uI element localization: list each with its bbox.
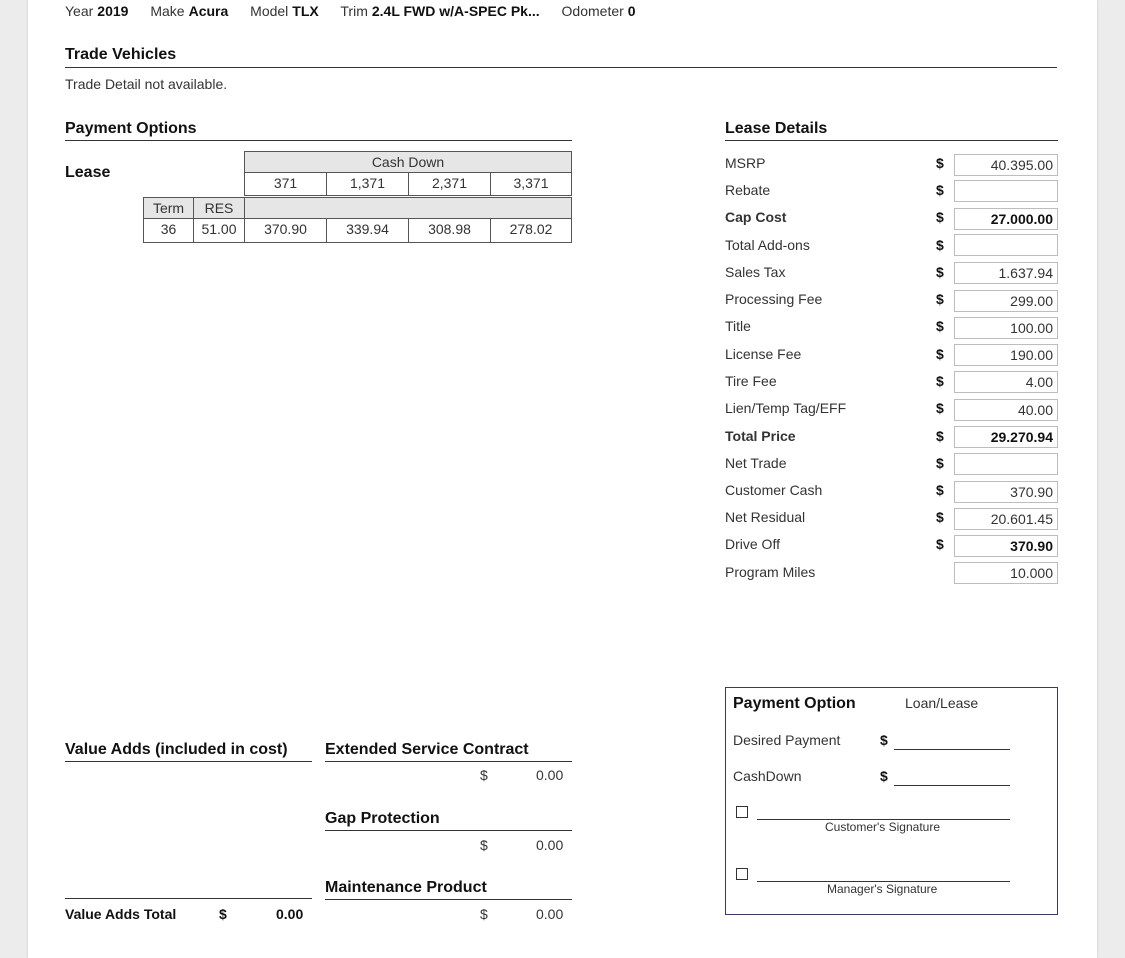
cash-down-value-1: 371 (244, 172, 327, 196)
year-value: 2019 (97, 3, 129, 19)
product-currency: $ (480, 837, 488, 853)
lease-details-rule (725, 140, 1058, 141)
payment-option-type: Loan/Lease (905, 695, 979, 711)
payment-value-2: 339.94 (326, 218, 409, 243)
ld-label-sales-tax: Sales Tax (725, 264, 786, 280)
trade-vehicles-rule (65, 67, 1057, 68)
product-value: 0.00 (536, 767, 564, 783)
product-currency: $ (480, 767, 488, 783)
product-rule (325, 899, 572, 900)
ld-dollar-lien-temp-tag: $ (936, 400, 944, 416)
term-header: Term (143, 197, 194, 219)
ld-value-total-addons (954, 234, 1058, 256)
ld-label-program-miles: Program Miles (725, 564, 816, 580)
ld-value-tire-fee: 4.00 (954, 371, 1058, 393)
payment-options-title: Payment Options (65, 120, 197, 137)
payment-option-title: Payment Option (733, 695, 856, 712)
payments-header-blank (244, 197, 572, 219)
ld-label-customer-cash: Customer Cash (725, 482, 823, 498)
ld-label-net-residual: Net Residual (725, 509, 806, 525)
ld-dollar-processing-fee: $ (936, 291, 944, 307)
desired-payment-input[interactable] (894, 749, 1010, 750)
lease-details-title: Lease Details (725, 120, 828, 137)
term-value: 36 (143, 218, 194, 243)
ld-dollar-license-fee: $ (936, 346, 944, 362)
ld-value-drive-off: 370.90 (954, 535, 1058, 557)
manager-checkbox[interactable] (736, 868, 748, 880)
ld-value-lien-temp-tag: 40.00 (954, 399, 1058, 421)
product-currency: $ (480, 906, 488, 922)
product-title: Gap Protection (325, 810, 440, 827)
desired-payment-label: Desired Payment (733, 732, 841, 748)
ld-dollar-msrp: $ (936, 155, 944, 171)
payment-value-4: 278.02 (490, 218, 572, 243)
make-label: Make (150, 3, 185, 19)
ld-value-license-fee: 190.00 (954, 344, 1058, 366)
payment-value-1: 370.90 (244, 218, 327, 243)
ld-label-processing-fee: Processing Fee (725, 291, 823, 307)
ld-value-sales-tax: 1.637.94 (954, 262, 1058, 284)
cash-down-header: Cash Down (244, 151, 572, 173)
ld-value-customer-cash: 370.90 (954, 481, 1058, 503)
ld-value-net-residual: 20.601.45 (954, 508, 1058, 530)
manager-signature-label: Manager's Signature (827, 882, 938, 896)
product-value: 0.00 (536, 906, 564, 922)
ld-dollar-net-trade: $ (936, 455, 944, 471)
product-rule (325, 830, 572, 831)
value-adds-total-value: 0.00 (276, 906, 304, 922)
ld-label-title: Title (725, 318, 751, 334)
ld-label-cap-cost: Cap Cost (725, 209, 787, 225)
ld-label-net-trade: Net Trade (725, 455, 787, 471)
ld-label-drive-off: Drive Off (725, 536, 780, 552)
ld-dollar-rebate: $ (936, 182, 944, 198)
ld-label-lien-temp-tag: Lien/Temp Tag/EFF (725, 400, 847, 416)
cash-down-input[interactable] (894, 785, 1010, 786)
ld-label-total-price: Total Price (725, 428, 796, 444)
ld-dollar-total-addons: $ (936, 237, 944, 253)
cash-down-value-2: 1,371 (326, 172, 409, 196)
ld-label-rebate: Rebate (725, 182, 771, 198)
ld-dollar-net-residual: $ (936, 509, 944, 525)
odometer-label: Odometer (561, 3, 624, 19)
ld-value-net-trade (954, 453, 1058, 475)
ld-value-title: 100.00 (954, 317, 1058, 339)
odometer-value: 0 (627, 3, 636, 19)
res-value: 51.00 (193, 218, 245, 243)
value-adds-rule (65, 761, 312, 762)
product-rule (325, 761, 572, 762)
lease-label: Lease (65, 164, 111, 181)
ld-dollar-title: $ (936, 318, 944, 334)
vehicle-info-line (65, 3, 654, 19)
ld-label-tire-fee: Tire Fee (725, 373, 777, 389)
ld-value-rebate (954, 180, 1058, 202)
ld-dollar-sales-tax: $ (936, 264, 944, 280)
ld-dollar-customer-cash: $ (936, 482, 944, 498)
ld-value-cap-cost: 27.000.00 (954, 208, 1058, 230)
payment-option-box (725, 687, 1058, 915)
product-value: 0.00 (536, 837, 564, 853)
ld-label-msrp: MSRP (725, 155, 766, 171)
trim-label: Trim (340, 3, 368, 19)
document-page (28, 0, 1097, 958)
payment-options-rule (65, 140, 572, 141)
cash-down-value-4: 3,371 (490, 172, 572, 196)
value-adds-total-currency: $ (219, 906, 227, 922)
trade-vehicles-title: Trade Vehicles (65, 46, 177, 63)
ld-dollar-cap-cost: $ (936, 209, 944, 225)
cash-down-label: CashDown (733, 768, 802, 784)
product-title: Maintenance Product (325, 879, 487, 896)
ld-dollar-tire-fee: $ (936, 373, 944, 389)
cash-down-currency: $ (880, 768, 888, 784)
value-adds-total-rule (65, 898, 312, 899)
customer-checkbox[interactable] (736, 806, 748, 818)
trim-value: 2.4L FWD w/A-SPEC Pk... (371, 3, 540, 19)
cash-down-value-3: 2,371 (408, 172, 491, 196)
value-adds-title: Value Adds (included in cost) (65, 741, 288, 758)
ld-value-processing-fee: 299.00 (954, 290, 1058, 312)
model-value: TLX (292, 3, 319, 19)
trade-detail-text: Trade Detail not available. (65, 76, 228, 92)
ld-dollar-total-price: $ (936, 428, 944, 444)
payment-value-3: 308.98 (408, 218, 491, 243)
ld-label-license-fee: License Fee (725, 346, 802, 362)
year-label: Year (65, 3, 94, 19)
ld-value-program-miles: 10.000 (954, 562, 1058, 584)
ld-dollar-drive-off: $ (936, 536, 944, 552)
value-adds-total-label: Value Adds Total (65, 906, 177, 922)
model-label: Model (250, 3, 289, 19)
res-header: RES (193, 197, 245, 219)
ld-value-total-price: 29.270.94 (954, 426, 1058, 448)
ld-label-total-addons: Total Add-ons (725, 237, 810, 253)
make-value: Acura (188, 3, 229, 19)
desired-payment-currency: $ (880, 732, 888, 748)
product-title: Extended Service Contract (325, 741, 529, 758)
ld-value-msrp: 40.395.00 (954, 154, 1058, 176)
customer-signature-label: Customer's Signature (825, 820, 941, 834)
